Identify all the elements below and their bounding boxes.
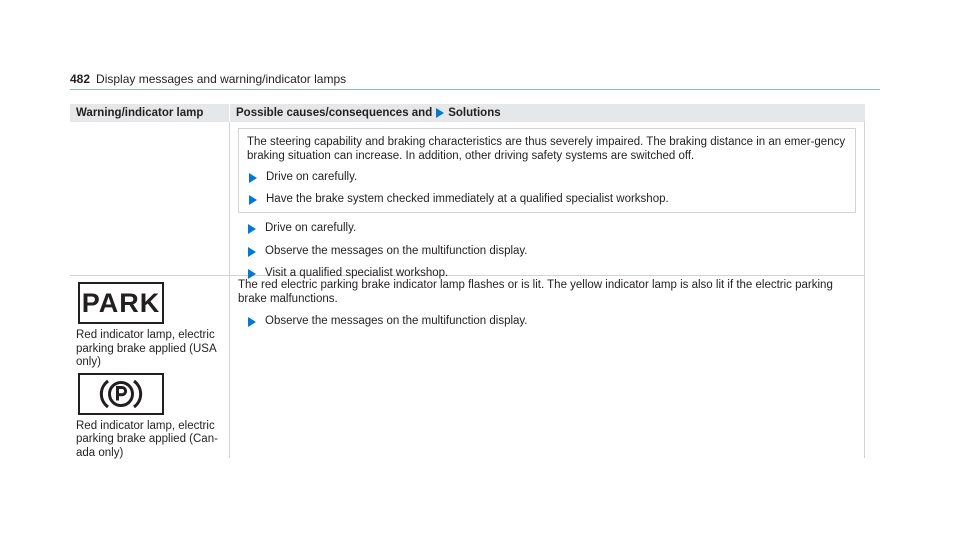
arrow-right-icon <box>248 317 256 327</box>
causes-cell <box>229 276 865 458</box>
column-header-solutions-text: Solutions <box>448 107 501 119</box>
list-item-text: Have the brake system checked immediately at a qualified specialist workshop. <box>266 192 669 205</box>
list-item <box>246 222 856 236</box>
lamp-caption: Red indicator lamp, electric parking brake applied (Can-ada only) <box>76 419 218 459</box>
arrow-right-icon <box>249 195 257 205</box>
page-number: 482 <box>70 72 91 86</box>
park-lamp-icon <box>78 282 164 324</box>
park-lamp-label: PARK <box>81 288 161 318</box>
inner-note-box <box>238 128 856 213</box>
lamp-cell-empty <box>70 122 229 275</box>
list-item-text: Observe the messages on the multifunction display. <box>265 244 528 257</box>
list-item-text: Observe the messages on the multifunction display. <box>265 315 528 327</box>
list-item-text: Drive on carefully. <box>265 222 357 234</box>
list-item <box>247 171 847 185</box>
table-header-row <box>70 104 865 122</box>
column-header-causes <box>229 104 865 122</box>
lamp-cell <box>70 276 229 458</box>
arrow-right-icon <box>248 247 256 257</box>
arrow-right-icon <box>249 173 257 183</box>
section-title: Display messages and warning/indicator lamps <box>96 72 347 86</box>
header-divider <box>70 89 880 90</box>
page-header <box>70 72 346 86</box>
parking-brake-p-icon <box>78 373 164 415</box>
list-item <box>246 245 856 259</box>
list-item <box>247 193 847 207</box>
arrow-right-icon <box>436 108 444 118</box>
cause-text: The red electric parking brake indicator lamp flashes or is lit. The yellow indicator lamp is also lit if the electric parking brake malfunctions. <box>238 279 833 305</box>
causes-cell <box>229 122 865 279</box>
lamp-caption: Red indicator lamp, electric parking brake applied (USA only) <box>76 329 216 368</box>
inner-note-text: The steering capability and braking characteristics are thus severely impaired. The braking distance in an emer-gency braking situation can increase. In addition, other driving safety systems are switched off. <box>247 136 846 162</box>
solution-list <box>246 222 856 281</box>
warning-lamp-table <box>70 104 865 458</box>
arrow-right-icon <box>248 224 256 234</box>
table-row <box>70 122 865 279</box>
column-header-lamp: Warning/indicator lamp <box>76 107 204 119</box>
list-item <box>246 315 856 329</box>
list-item-text: Drive on carefully. <box>266 171 358 183</box>
list-item-text: Visit a qualified specialist workshop. <box>265 267 449 279</box>
column-header-causes-text: Possible causes/consequences and <box>236 107 433 119</box>
table-row <box>70 276 865 458</box>
